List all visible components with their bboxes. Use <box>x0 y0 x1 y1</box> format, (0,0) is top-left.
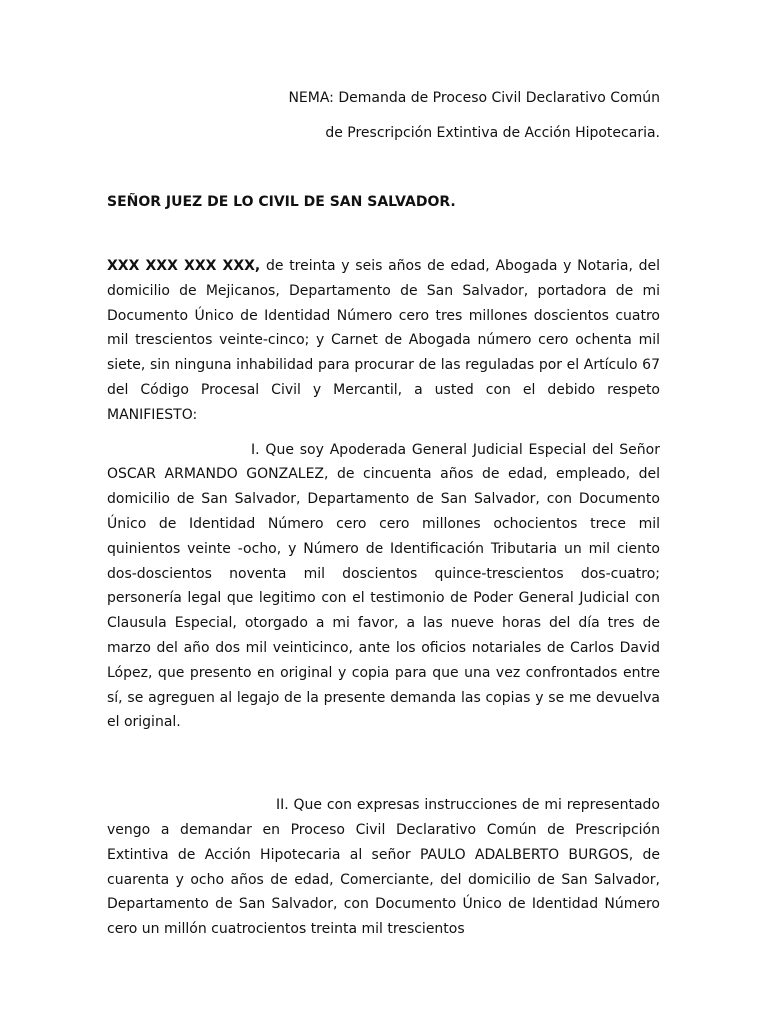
addressee-heading: SEÑOR JUEZ DE LO CIVIL DE SAN SALVADOR. <box>107 194 456 210</box>
petitioner-name: XXX XXX XXX XXX, <box>107 258 261 274</box>
intro-paragraph <box>107 254 660 428</box>
intro-text: de treinta y seis años de edad, Abogada y Notaria, del domicilio de Mejicanos, Departamento de San Salvador, portadora de mi Documento Único de Identidad Número cero tres millones doscientos cuatro mil trescientos veinte-cinco; y Carnet de Abogada número cero ochenta mil siete, sin ninguna inhabilidad para procurar de las reguladas por el Artículo 67 del Código Procesal Civil y Mercantil, a usted con el debido respeto MANIFIESTO: <box>107 258 661 423</box>
document-page <box>107 88 660 942</box>
section-ii-number: II. <box>276 797 289 814</box>
nema-header <box>107 88 660 143</box>
section-ii-paragraph <box>107 793 660 942</box>
nema-line-2: de Prescripción Extintiva de Acción Hipotecaria. <box>325 125 660 141</box>
section-ii-text: Que con expresas instrucciones de mi representado vengo a demandar en Proceso Civil Declarativo Común de Prescripción Extintiva de Acción Hipotecaria al señor PAULO ADALBERTO BURGOS, de cuarenta y ocho años de edad, Comerciante, del domicilio de San Salvador, Departamento de San Salvador, con Documento Único de Identidad Número cero un millón cuatrocientos treinta mil trescientos <box>107 797 660 938</box>
section-i-paragraph <box>107 438 660 736</box>
nema-line-1: NEMA: Demanda de Proceso Civil Declarativo Común <box>288 90 660 106</box>
section-i-number: I. <box>251 441 260 458</box>
section-i-text: Que soy Apoderada General Judicial Especial del Señor OSCAR ARMANDO GONZALEZ, de cincuenta años de edad, empleado, del domicilio de San Salvador, Departamento de San Salvador, con Documento Único de Identidad Número cero cero millones ochocientos trece mil quinientos veinte -ocho, y Número de Identificación Tributaria un mil ciento dos-doscientos noventa mil doscientos quince-trescientos dos-cuatro; personería legal que legitimo con el testimonio de Poder General Judicial con Clausula Especial, otorgado a mi favor, a las nueve horas del día tres de marzo del año dos mil veinticinco, ante los oficios notariales de Carlos David López, que presento en original y copia para que una vez confrontados entre sí, se agreguen al legajo de la presente demanda las copias y se me devuelva el original. <box>107 441 660 731</box>
